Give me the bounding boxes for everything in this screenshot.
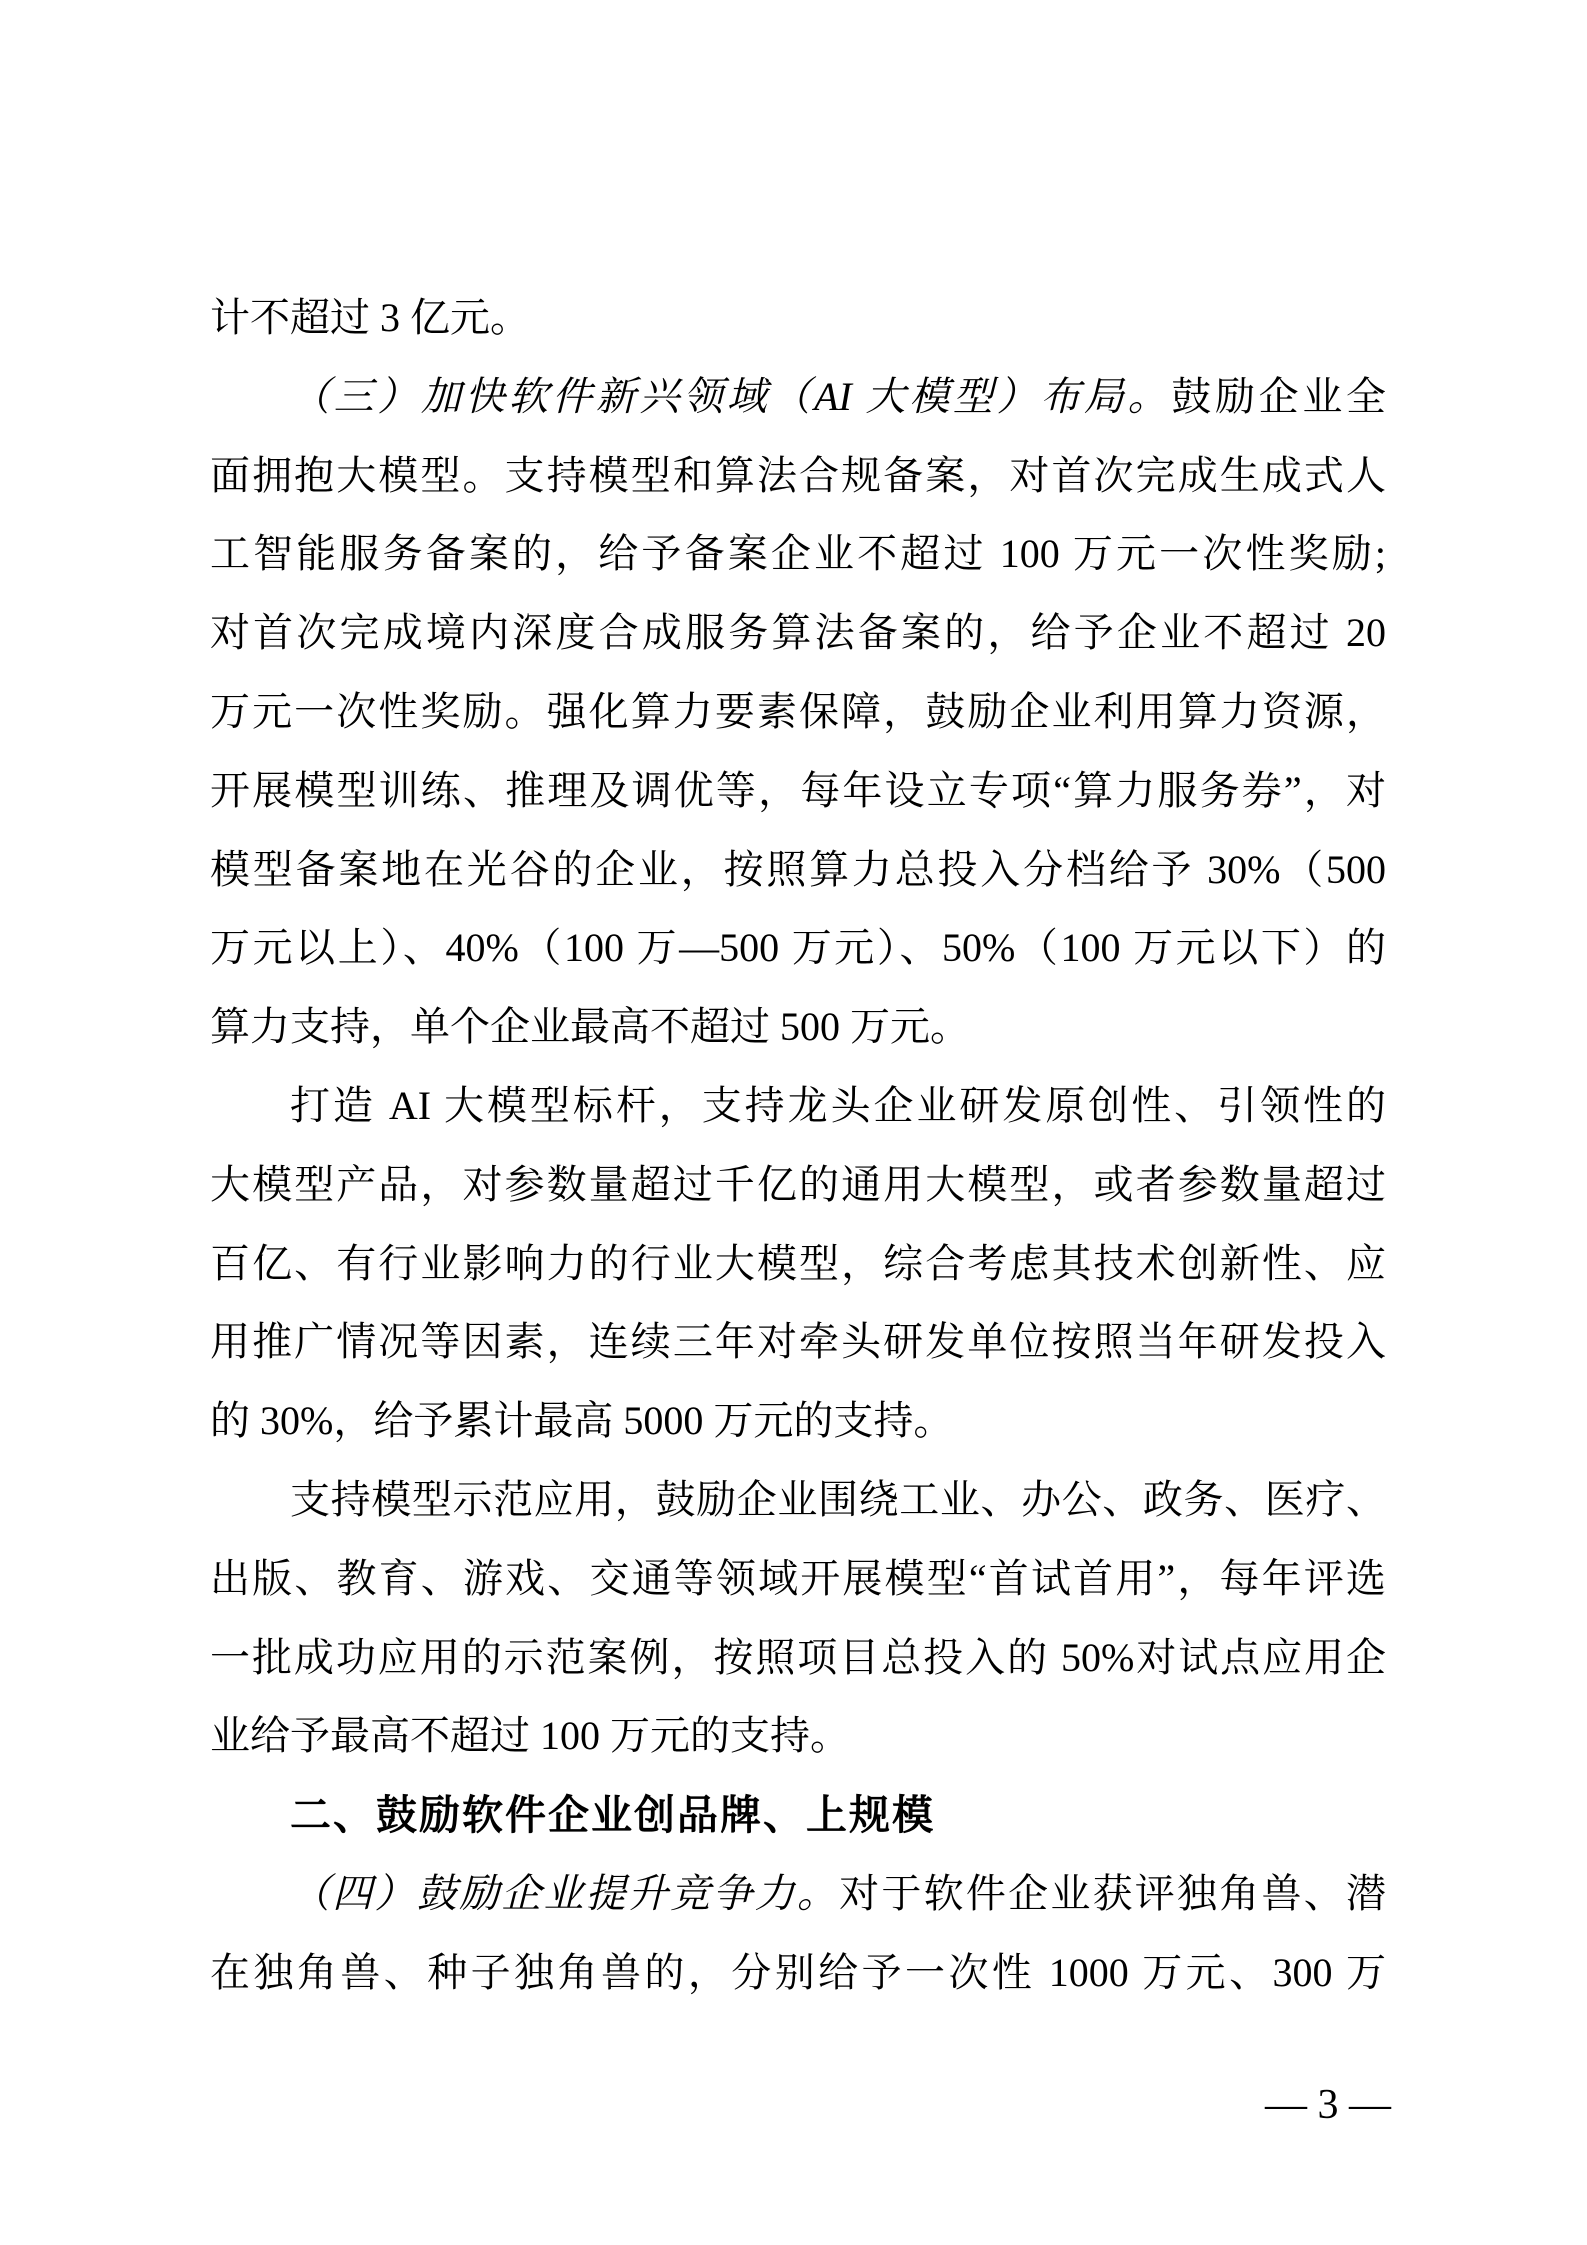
doc-line bbox=[210, 1697, 1386, 1776]
line-text: 算力支持，单个企业最高不超过 500 万元。 bbox=[210, 1004, 970, 1050]
line-text: 对首次完成境内深度合成服务算法备案的，给予企业不超过 20 bbox=[210, 610, 1386, 656]
doc-line bbox=[210, 1776, 1386, 1855]
line-text: 万元以上）、40%（100 万—500 万元）、50%（100 万元以下）的 bbox=[210, 925, 1386, 971]
line-text: 在独角兽、种子独角兽的，分别给予一次性 1000 万元、300 万 bbox=[210, 1949, 1386, 1995]
doc-line bbox=[210, 673, 1386, 752]
doc-line bbox=[210, 279, 1386, 358]
page-number: — 3 — bbox=[1265, 2082, 1391, 2128]
doc-line bbox=[210, 358, 1386, 437]
line-text: 百亿、有行业影响力的行业大模型，综合考虑其技术创新性、应 bbox=[210, 1240, 1386, 1286]
line-text: 计不超过 3 亿元。 bbox=[210, 295, 530, 340]
doc-line bbox=[210, 1934, 1386, 2013]
line-text: 一批成功应用的示范案例，按照项目总投入的 50%对试点应用企 bbox=[210, 1634, 1386, 1680]
line-text: 出版、教育、游戏、交通等领域开展模型“首试首用”，每年评选 bbox=[210, 1555, 1386, 1601]
doc-line bbox=[210, 1619, 1386, 1698]
doc-line bbox=[210, 831, 1386, 910]
line-text: 开展模型训练、推理及调优等，每年设立专项“算力服务券”，对 bbox=[210, 767, 1386, 813]
line-text: 大模型产品，对参数量超过千亿的通用大模型，或者参数量超过 bbox=[210, 1161, 1386, 1207]
line-text: 的 30%，给予累计最高 5000 万元的支持。 bbox=[210, 1398, 954, 1444]
doc-line bbox=[210, 1303, 1386, 1382]
line-text: 对于软件企业获评独角兽、潜 bbox=[839, 1870, 1387, 1916]
line-text: 万元一次性奖励。强化算力要素保障，鼓励企业利用算力资源， bbox=[210, 688, 1386, 734]
doc-line bbox=[210, 988, 1386, 1067]
clause-4-title: （四）鼓励企业提升竞争力。 bbox=[290, 1870, 840, 1916]
line-text: 模型备案地在光谷的企业，按照算力总投入分档给予 30%（500 bbox=[210, 846, 1386, 892]
line-text: 支持模型示范应用，鼓励企业围绕工业、办公、政务、医疗、 bbox=[290, 1476, 1386, 1522]
doc-line bbox=[210, 594, 1386, 673]
line-text: 工智能服务备案的，给予备案企业不超过 100 万元一次性奖励; bbox=[210, 531, 1386, 577]
text-block bbox=[210, 279, 1386, 2013]
doc-line bbox=[210, 1225, 1386, 1304]
line-text: 业给予最高不超过 100 万元的支持。 bbox=[210, 1713, 850, 1759]
clause-3-title: （三）加快软件新兴领域（AI 大模型）布局。 bbox=[290, 373, 1172, 419]
doc-line bbox=[210, 1540, 1386, 1619]
doc-line bbox=[210, 1855, 1386, 1934]
doc-line bbox=[210, 1067, 1386, 1146]
doc-line bbox=[210, 437, 1386, 516]
doc-line bbox=[210, 909, 1386, 988]
doc-line bbox=[210, 1382, 1386, 1461]
section-2-heading: 二、鼓励软件企业创品牌、上规模 bbox=[290, 1792, 935, 1839]
doc-line bbox=[210, 515, 1386, 594]
line-text: 鼓励企业全 bbox=[1171, 373, 1387, 419]
doc-line bbox=[210, 1146, 1386, 1225]
line-text: 面拥抱大模型。支持模型和算法合规备案，对首次完成生成式人 bbox=[210, 452, 1386, 498]
line-text: 用推广情况等因素，连续三年对牵头研发单位按照当年研发投入 bbox=[210, 1319, 1386, 1365]
line-text: 打造 AI 大模型标杆，支持龙头企业研发原创性、引领性的 bbox=[290, 1082, 1386, 1128]
doc-line bbox=[210, 1461, 1386, 1540]
doc-line bbox=[210, 752, 1386, 831]
